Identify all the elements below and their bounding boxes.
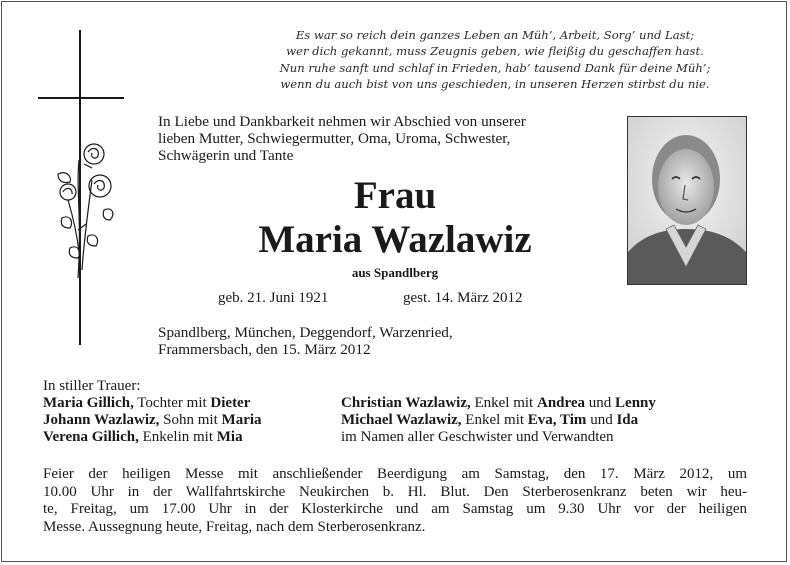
poem-line: wenn du auch bist von uns geschieden, in unseren Herzen stirbst du nie.	[280, 77, 710, 92]
portrait-image	[628, 117, 746, 284]
mourner: Johann Wazlawiz, Sohn mit Maria	[43, 412, 262, 428]
poem-line: wer dich gekannt, muss Zeugnis geben, wie fleißig du geschaffen hast.	[286, 44, 704, 59]
origin: aus Spandlberg	[351, 265, 439, 280]
memorial-poem	[215, 27, 775, 93]
mourner-note: im Namen aller Geschwister und Verwandten	[341, 429, 614, 445]
mourner: Verena Gillich, Enkelin mit Mia	[43, 429, 243, 445]
places-line: Frammersbach, den 15. März 2012	[158, 341, 371, 358]
mourner-row	[43, 395, 783, 412]
intro-text	[158, 113, 628, 164]
cross-bar	[38, 97, 124, 99]
mourner: Christian Wazlawiz, Enkel mit Andrea und Lenny	[341, 395, 656, 411]
poem-line: Es war so reich dein ganzes Leben an Müh’, Arbeit, Sorg’ und Last;	[295, 28, 695, 42]
service-line: 10.00 Uhr in der Wallfahrtskirche Neukirchen b. Hl. Blut. Den Sterberosenkranz beten wir heu-	[43, 483, 747, 500]
service-line: te, Freitag, um 17.00 Uhr in der Klosterkirche und am Samstag um 9.30 Uhr vor der heiligen	[43, 501, 747, 517]
intro-line: lieben Mutter, Schwiegermutter, Oma, Uroma, Schwester,	[158, 130, 511, 147]
portrait-photo	[627, 116, 747, 285]
places-line: Spandlberg, München, Deggendorf, Warzenried,	[158, 324, 453, 341]
mourner-row	[43, 429, 783, 446]
death-date: gest. 14. März 2012	[403, 290, 523, 306]
mourners-section	[43, 378, 783, 446]
salutation: Frau	[353, 174, 437, 217]
service-line: Messe. Aussegnung heute, Freitag, nach dem Sterberosenkranz.	[43, 518, 426, 535]
intro-line: Schwägerin und Tante	[158, 147, 294, 164]
places-and-date	[158, 324, 628, 358]
deceased-name: Maria Wazlawiz	[258, 218, 532, 261]
mourner: Maria Gillich, Tochter mit Dieter	[43, 395, 251, 411]
intro-line: In Liebe und Dankbarkeit nehmen wir Abschied von unserer	[158, 113, 526, 130]
mourner-row	[43, 412, 783, 429]
poem-line: Nun ruhe sanft und schlaf in Frieden, hab’ tausend Dank für deine Müh’;	[279, 60, 711, 75]
birth-date: geb. 21. Juni 1921	[218, 290, 329, 306]
service-line: Feier der heiligen Messe mit anschließender Beerdigung am Samstag, den 17. März 2012, um	[43, 466, 747, 482]
mourners-heading: In stiller Trauer:	[43, 378, 141, 394]
roses-icon	[48, 140, 120, 280]
mourner: Michael Wazlawiz, Enkel mit Eva, Tim und Ida	[341, 412, 639, 428]
service-text	[43, 466, 747, 536]
